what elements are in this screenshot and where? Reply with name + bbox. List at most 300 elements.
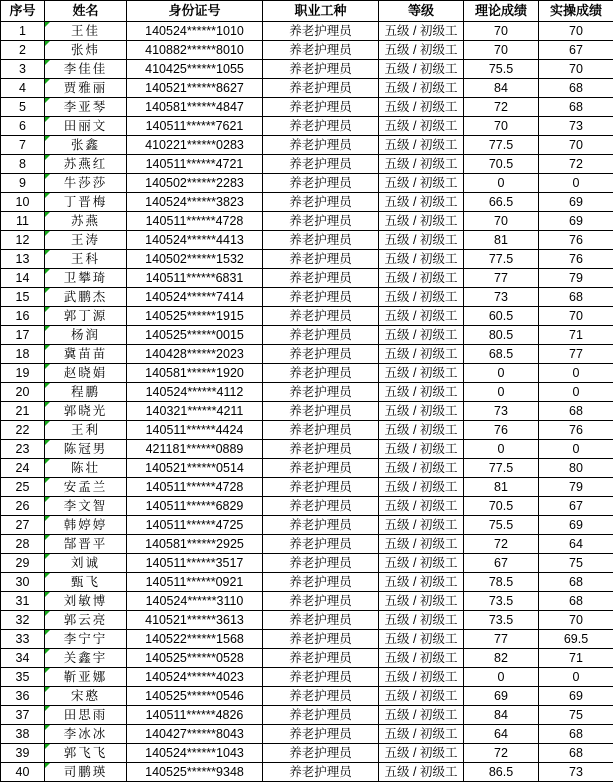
cell-occupation: 养老护理员 xyxy=(263,744,379,763)
table-row xyxy=(1,193,613,212)
cell-theory-score: 72 xyxy=(464,744,539,763)
cell-name: 冀苗苗 xyxy=(45,345,127,364)
cell-name: 刘敏博 xyxy=(45,592,127,611)
table-row xyxy=(1,117,613,136)
cell-id-number: 140511******0921 xyxy=(127,573,263,592)
cell-id-number: 140511******6829 xyxy=(127,497,263,516)
cell-id-number: 140524******4413 xyxy=(127,231,263,250)
table-row xyxy=(1,136,613,155)
cell-id-number: 140511******4728 xyxy=(127,478,263,497)
cell-index: 30 xyxy=(1,573,45,592)
cell-occupation: 养老护理员 xyxy=(263,763,379,782)
cell-level: 五级 / 初级工 xyxy=(379,98,464,117)
cell-occupation: 养老护理员 xyxy=(263,212,379,231)
cell-name: 田思雨 xyxy=(45,706,127,725)
cell-theory-score: 75.5 xyxy=(464,60,539,79)
cell-name: 张鑫 xyxy=(45,136,127,155)
cell-level: 五级 / 初级工 xyxy=(379,288,464,307)
cell-name: 李亚琴 xyxy=(45,98,127,117)
cell-id-number: 140521******0514 xyxy=(127,459,263,478)
cell-level: 五级 / 初级工 xyxy=(379,136,464,155)
comment-marker-icon xyxy=(45,592,50,597)
cell-id-number: 410882******8010 xyxy=(127,41,263,60)
cell-index: 8 xyxy=(1,155,45,174)
cell-id-number: 140511******4728 xyxy=(127,212,263,231)
cell-occupation: 养老护理员 xyxy=(263,573,379,592)
table-row xyxy=(1,269,613,288)
cell-occupation: 养老护理员 xyxy=(263,288,379,307)
cell-index: 27 xyxy=(1,516,45,535)
table-row xyxy=(1,573,613,592)
cell-name: 卫攀琦 xyxy=(45,269,127,288)
table-row xyxy=(1,421,613,440)
cell-name: 郜晋平 xyxy=(45,535,127,554)
comment-marker-icon xyxy=(45,630,50,635)
cell-index: 26 xyxy=(1,497,45,516)
cell-index: 40 xyxy=(1,763,45,782)
cell-practical-score: 68 xyxy=(539,98,613,117)
cell-index: 12 xyxy=(1,231,45,250)
cell-occupation: 养老护理员 xyxy=(263,41,379,60)
cell-level: 五级 / 初级工 xyxy=(379,763,464,782)
cell-theory-score: 78.5 xyxy=(464,573,539,592)
cell-name: 陈冠男 xyxy=(45,440,127,459)
cell-index: 32 xyxy=(1,611,45,630)
cell-practical-score: 75 xyxy=(539,706,613,725)
comment-marker-icon xyxy=(45,117,50,122)
cell-id-number: 140522******1568 xyxy=(127,630,263,649)
cell-practical-score: 67 xyxy=(539,41,613,60)
cell-practical-score: 76 xyxy=(539,421,613,440)
column-header-index: 序号 xyxy=(1,1,45,22)
comment-marker-icon xyxy=(45,383,50,388)
comment-marker-icon xyxy=(45,421,50,426)
cell-name: 关鑫宇 xyxy=(45,649,127,668)
cell-practical-score: 71 xyxy=(539,649,613,668)
cell-name: 郭飞飞 xyxy=(45,744,127,763)
comment-marker-icon xyxy=(45,269,50,274)
cell-id-number: 140524******4023 xyxy=(127,668,263,687)
table-row xyxy=(1,516,613,535)
cell-level: 五级 / 初级工 xyxy=(379,326,464,345)
cell-id-number: 140511******4721 xyxy=(127,155,263,174)
cell-occupation: 养老护理员 xyxy=(263,155,379,174)
cell-id-number: 421181******0889 xyxy=(127,440,263,459)
cell-theory-score: 0 xyxy=(464,668,539,687)
cell-occupation: 养老护理员 xyxy=(263,687,379,706)
cell-theory-score: 75.5 xyxy=(464,516,539,535)
cell-theory-score: 70 xyxy=(464,41,539,60)
cell-level: 五级 / 初级工 xyxy=(379,478,464,497)
table-row xyxy=(1,60,613,79)
cell-practical-score: 68 xyxy=(539,288,613,307)
cell-level: 五级 / 初级工 xyxy=(379,497,464,516)
cell-id-number: 140502******1532 xyxy=(127,250,263,269)
column-header-occupation: 职业工种 xyxy=(263,1,379,22)
cell-practical-score: 73 xyxy=(539,763,613,782)
table-row xyxy=(1,345,613,364)
cell-occupation: 养老护理员 xyxy=(263,117,379,136)
cell-level: 五级 / 初级工 xyxy=(379,231,464,250)
cell-level: 五级 / 初级工 xyxy=(379,60,464,79)
cell-practical-score: 73 xyxy=(539,117,613,136)
cell-index: 18 xyxy=(1,345,45,364)
comment-marker-icon xyxy=(45,516,50,521)
cell-theory-score: 84 xyxy=(464,706,539,725)
cell-index: 34 xyxy=(1,649,45,668)
cell-occupation: 养老护理员 xyxy=(263,459,379,478)
cell-level: 五级 / 初级工 xyxy=(379,554,464,573)
cell-id-number: 140525******1915 xyxy=(127,307,263,326)
cell-practical-score: 69 xyxy=(539,193,613,212)
comment-marker-icon xyxy=(45,725,50,730)
cell-practical-score: 69.5 xyxy=(539,630,613,649)
cell-name: 田丽文 xyxy=(45,117,127,136)
cell-practical-score: 69 xyxy=(539,212,613,231)
cell-index: 21 xyxy=(1,402,45,421)
cell-theory-score: 70.5 xyxy=(464,155,539,174)
cell-name: 李佳佳 xyxy=(45,60,127,79)
cell-practical-score: 68 xyxy=(539,79,613,98)
cell-name: 陈壮 xyxy=(45,459,127,478)
cell-id-number: 140525******0546 xyxy=(127,687,263,706)
cell-name: 张炜 xyxy=(45,41,127,60)
comment-marker-icon xyxy=(45,554,50,559)
cell-name: 安孟兰 xyxy=(45,478,127,497)
cell-occupation: 养老护理员 xyxy=(263,402,379,421)
comment-marker-icon xyxy=(45,535,50,540)
cell-level: 五级 / 初级工 xyxy=(379,155,464,174)
comment-marker-icon xyxy=(45,668,50,673)
cell-theory-score: 86.5 xyxy=(464,763,539,782)
cell-name: 李冰冰 xyxy=(45,725,127,744)
cell-level: 五级 / 初级工 xyxy=(379,22,464,41)
comment-marker-icon xyxy=(45,212,50,217)
cell-theory-score: 64 xyxy=(464,725,539,744)
cell-id-number: 140427******8043 xyxy=(127,725,263,744)
comment-marker-icon xyxy=(45,744,50,749)
cell-practical-score: 70 xyxy=(539,307,613,326)
cell-occupation: 养老护理员 xyxy=(263,706,379,725)
cell-occupation: 养老护理员 xyxy=(263,668,379,687)
cell-level: 五级 / 初级工 xyxy=(379,573,464,592)
cell-practical-score: 75 xyxy=(539,554,613,573)
cell-theory-score: 81 xyxy=(464,231,539,250)
table-row xyxy=(1,668,613,687)
table-row xyxy=(1,687,613,706)
cell-practical-score: 70 xyxy=(539,611,613,630)
table-row xyxy=(1,611,613,630)
cell-theory-score: 82 xyxy=(464,649,539,668)
cell-name: 李文智 xyxy=(45,497,127,516)
cell-occupation: 养老护理员 xyxy=(263,326,379,345)
comment-marker-icon xyxy=(45,41,50,46)
cell-level: 五级 / 初级工 xyxy=(379,459,464,478)
cell-level: 五级 / 初级工 xyxy=(379,649,464,668)
cell-level: 五级 / 初级工 xyxy=(379,345,464,364)
cell-index: 37 xyxy=(1,706,45,725)
comment-marker-icon xyxy=(45,478,50,483)
cell-name: 武鹏杰 xyxy=(45,288,127,307)
comment-marker-icon xyxy=(45,364,50,369)
table-row xyxy=(1,231,613,250)
cell-index: 6 xyxy=(1,117,45,136)
cell-name: 韩婷婷 xyxy=(45,516,127,535)
cell-name: 牛莎莎 xyxy=(45,174,127,193)
table-row xyxy=(1,79,613,98)
cell-id-number: 140524******3110 xyxy=(127,592,263,611)
cell-level: 五级 / 初级工 xyxy=(379,402,464,421)
cell-practical-score: 72 xyxy=(539,155,613,174)
cell-id-number: 140524******3823 xyxy=(127,193,263,212)
table-row xyxy=(1,383,613,402)
cell-level: 五级 / 初级工 xyxy=(379,307,464,326)
cell-level: 五级 / 初级工 xyxy=(379,79,464,98)
column-header-id-number: 身份证号 xyxy=(127,1,263,22)
cell-level: 五级 / 初级工 xyxy=(379,193,464,212)
comment-marker-icon xyxy=(45,60,50,65)
cell-occupation: 养老护理员 xyxy=(263,193,379,212)
cell-index: 20 xyxy=(1,383,45,402)
cell-id-number: 140524******7414 xyxy=(127,288,263,307)
table-row xyxy=(1,459,613,478)
comment-marker-icon xyxy=(45,440,50,445)
table-header-row xyxy=(1,1,613,22)
comment-marker-icon xyxy=(45,326,50,331)
cell-practical-score: 64 xyxy=(539,535,613,554)
cell-id-number: 140511******3517 xyxy=(127,554,263,573)
table-row xyxy=(1,725,613,744)
cell-id-number: 140511******4725 xyxy=(127,516,263,535)
cell-level: 五级 / 初级工 xyxy=(379,269,464,288)
cell-id-number: 140524******4112 xyxy=(127,383,263,402)
comment-marker-icon xyxy=(45,402,50,407)
comment-marker-icon xyxy=(45,573,50,578)
column-header-practical-score: 实操成绩 xyxy=(539,1,613,22)
cell-index: 1 xyxy=(1,22,45,41)
cell-theory-score: 70.5 xyxy=(464,497,539,516)
table-row xyxy=(1,288,613,307)
cell-practical-score: 68 xyxy=(539,592,613,611)
cell-theory-score: 77.5 xyxy=(464,250,539,269)
cell-id-number: 140321******4211 xyxy=(127,402,263,421)
table-row xyxy=(1,744,613,763)
comment-marker-icon xyxy=(45,687,50,692)
cell-level: 五级 / 初级工 xyxy=(379,706,464,725)
cell-practical-score: 0 xyxy=(539,383,613,402)
table-row xyxy=(1,212,613,231)
cell-id-number: 140511******6831 xyxy=(127,269,263,288)
cell-name: 宋憨 xyxy=(45,687,127,706)
cell-name: 郭丁源 xyxy=(45,307,127,326)
cell-name: 苏燕 xyxy=(45,212,127,231)
cell-level: 五级 / 初级工 xyxy=(379,364,464,383)
cell-id-number: 140428******2023 xyxy=(127,345,263,364)
cell-level: 五级 / 初级工 xyxy=(379,516,464,535)
cell-index: 3 xyxy=(1,60,45,79)
table-row xyxy=(1,326,613,345)
cell-name: 王佳 xyxy=(45,22,127,41)
cell-index: 22 xyxy=(1,421,45,440)
comment-marker-icon xyxy=(45,231,50,236)
cell-theory-score: 81 xyxy=(464,478,539,497)
comment-marker-icon xyxy=(45,611,50,616)
cell-index: 38 xyxy=(1,725,45,744)
cell-practical-score: 69 xyxy=(539,516,613,535)
cell-practical-score: 68 xyxy=(539,573,613,592)
cell-practical-score: 69 xyxy=(539,687,613,706)
cell-practical-score: 76 xyxy=(539,231,613,250)
cell-theory-score: 77.5 xyxy=(464,459,539,478)
comment-marker-icon xyxy=(45,98,50,103)
cell-occupation: 养老护理员 xyxy=(263,535,379,554)
table-row xyxy=(1,497,613,516)
cell-occupation: 养老护理员 xyxy=(263,497,379,516)
cell-id-number: 140511******4424 xyxy=(127,421,263,440)
cell-theory-score: 67 xyxy=(464,554,539,573)
cell-occupation: 养老护理员 xyxy=(263,554,379,573)
comment-marker-icon xyxy=(45,497,50,502)
comment-marker-icon xyxy=(45,22,50,27)
cell-name: 王利 xyxy=(45,421,127,440)
cell-name: 贾雅丽 xyxy=(45,79,127,98)
cell-occupation: 养老护理员 xyxy=(263,364,379,383)
cell-practical-score: 79 xyxy=(539,269,613,288)
comment-marker-icon xyxy=(45,288,50,293)
cell-theory-score: 72 xyxy=(464,535,539,554)
cell-name: 赵晓娟 xyxy=(45,364,127,383)
cell-occupation: 养老护理员 xyxy=(263,421,379,440)
cell-index: 10 xyxy=(1,193,45,212)
table-row xyxy=(1,649,613,668)
cell-name: 苏燕红 xyxy=(45,155,127,174)
cell-index: 19 xyxy=(1,364,45,383)
comment-marker-icon xyxy=(45,345,50,350)
cell-index: 24 xyxy=(1,459,45,478)
cell-name: 刘诚 xyxy=(45,554,127,573)
cell-occupation: 养老护理员 xyxy=(263,60,379,79)
cell-name: 程鹏 xyxy=(45,383,127,402)
cell-level: 五级 / 初级工 xyxy=(379,535,464,554)
cell-name: 王科 xyxy=(45,250,127,269)
cell-level: 五级 / 初级工 xyxy=(379,117,464,136)
cell-occupation: 养老护理员 xyxy=(263,136,379,155)
table-row xyxy=(1,763,613,782)
comment-marker-icon xyxy=(45,706,50,711)
cell-occupation: 养老护理员 xyxy=(263,250,379,269)
cell-id-number: 410425******1055 xyxy=(127,60,263,79)
cell-id-number: 140511******7621 xyxy=(127,117,263,136)
comment-marker-icon xyxy=(45,250,50,255)
cell-theory-score: 80.5 xyxy=(464,326,539,345)
cell-index: 11 xyxy=(1,212,45,231)
cell-id-number: 140525******9348 xyxy=(127,763,263,782)
cell-level: 五级 / 初级工 xyxy=(379,630,464,649)
cell-index: 9 xyxy=(1,174,45,193)
table-row xyxy=(1,307,613,326)
cell-level: 五级 / 初级工 xyxy=(379,212,464,231)
cell-occupation: 养老护理员 xyxy=(263,307,379,326)
cell-theory-score: 0 xyxy=(464,174,539,193)
cell-theory-score: 73 xyxy=(464,288,539,307)
cell-practical-score: 0 xyxy=(539,440,613,459)
cell-name: 郭云亮 xyxy=(45,611,127,630)
cell-theory-score: 72 xyxy=(464,98,539,117)
cell-name: 王涛 xyxy=(45,231,127,250)
cell-practical-score: 68 xyxy=(539,402,613,421)
cell-theory-score: 73 xyxy=(464,402,539,421)
cell-occupation: 养老护理员 xyxy=(263,345,379,364)
table-row xyxy=(1,98,613,117)
cell-occupation: 养老护理员 xyxy=(263,383,379,402)
cell-name: 司鹏瑛 xyxy=(45,763,127,782)
table-row xyxy=(1,630,613,649)
cell-occupation: 养老护理员 xyxy=(263,725,379,744)
cell-level: 五级 / 初级工 xyxy=(379,440,464,459)
cell-name: 杨润 xyxy=(45,326,127,345)
table-row xyxy=(1,174,613,193)
cell-level: 五级 / 初级工 xyxy=(379,250,464,269)
table-row xyxy=(1,535,613,554)
cell-occupation: 养老护理员 xyxy=(263,98,379,117)
cell-level: 五级 / 初级工 xyxy=(379,421,464,440)
table-row xyxy=(1,440,613,459)
cell-occupation: 养老护理员 xyxy=(263,611,379,630)
cell-theory-score: 66.5 xyxy=(464,193,539,212)
cell-theory-score: 0 xyxy=(464,383,539,402)
comment-marker-icon xyxy=(45,193,50,198)
cell-index: 2 xyxy=(1,41,45,60)
column-header-level: 等级 xyxy=(379,1,464,22)
cell-occupation: 养老护理员 xyxy=(263,174,379,193)
cell-index: 35 xyxy=(1,668,45,687)
cell-practical-score: 70 xyxy=(539,136,613,155)
cell-theory-score: 73.5 xyxy=(464,611,539,630)
cell-name: 甄飞 xyxy=(45,573,127,592)
table-body xyxy=(1,22,613,782)
cell-index: 13 xyxy=(1,250,45,269)
cell-practical-score: 71 xyxy=(539,326,613,345)
cell-id-number: 140502******2283 xyxy=(127,174,263,193)
cell-index: 4 xyxy=(1,79,45,98)
cell-theory-score: 70 xyxy=(464,117,539,136)
cell-id-number: 140524******1010 xyxy=(127,22,263,41)
cell-id-number: 140511******4826 xyxy=(127,706,263,725)
cell-index: 23 xyxy=(1,440,45,459)
comment-marker-icon xyxy=(45,459,50,464)
cell-practical-score: 70 xyxy=(539,60,613,79)
cell-index: 36 xyxy=(1,687,45,706)
table-row xyxy=(1,402,613,421)
cell-occupation: 养老护理员 xyxy=(263,79,379,98)
cell-name: 郭晓光 xyxy=(45,402,127,421)
cell-theory-score: 77.5 xyxy=(464,136,539,155)
cell-index: 16 xyxy=(1,307,45,326)
cell-index: 28 xyxy=(1,535,45,554)
comment-marker-icon xyxy=(45,174,50,179)
cell-id-number: 140581******4847 xyxy=(127,98,263,117)
cell-index: 5 xyxy=(1,98,45,117)
cell-occupation: 养老护理员 xyxy=(263,649,379,668)
cell-id-number: 410221******0283 xyxy=(127,136,263,155)
cell-practical-score: 70 xyxy=(539,22,613,41)
cell-index: 25 xyxy=(1,478,45,497)
cell-occupation: 养老护理员 xyxy=(263,478,379,497)
cell-occupation: 养老护理员 xyxy=(263,231,379,250)
cell-practical-score: 80 xyxy=(539,459,613,478)
cell-level: 五级 / 初级工 xyxy=(379,668,464,687)
cell-index: 29 xyxy=(1,554,45,573)
